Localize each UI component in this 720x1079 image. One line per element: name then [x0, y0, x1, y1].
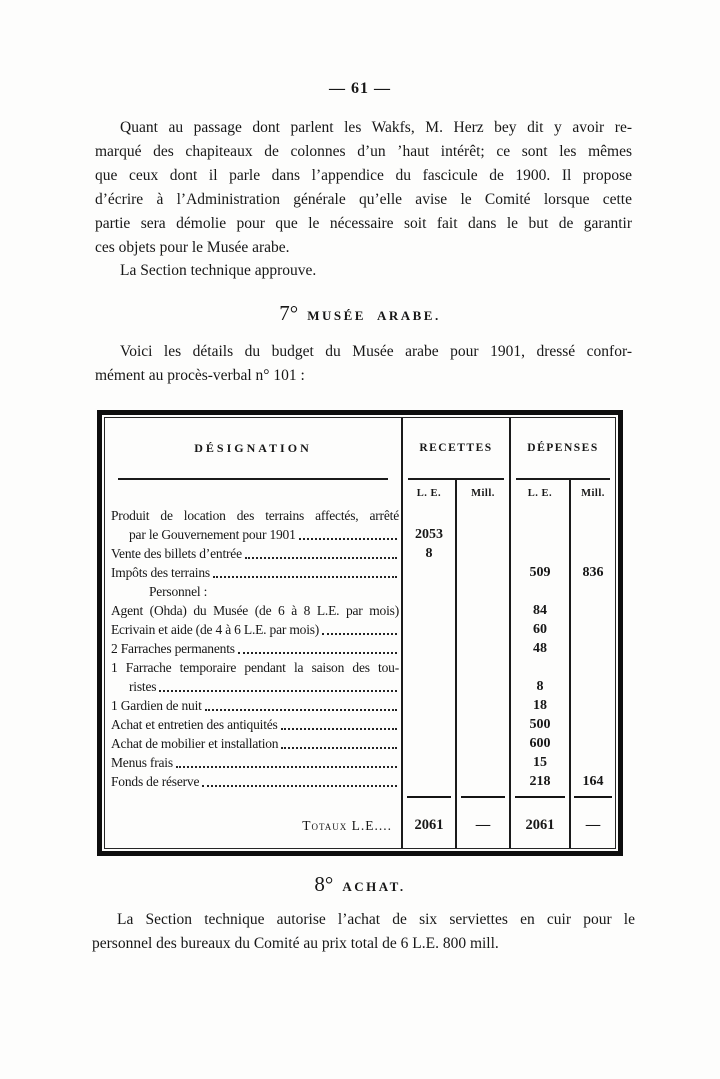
- dot-leader: [281, 728, 397, 730]
- table-row-label: [105, 525, 401, 544]
- depenses-le-cell: [509, 658, 569, 677]
- row-text: Fonds de réserve: [111, 774, 200, 789]
- budget-table-grid: [104, 417, 616, 849]
- depenses-mill-cell: [569, 601, 615, 620]
- table-row-label: [105, 677, 401, 696]
- recettes-mill-cell: [455, 601, 509, 620]
- totals-recettes-mill: —: [455, 803, 509, 848]
- depenses-le-cell: 18: [509, 696, 569, 715]
- section-heading-achat: [0, 872, 720, 897]
- table-row-label: [105, 639, 401, 658]
- dot-leader: [176, 766, 397, 768]
- depenses-mill-cell: [569, 715, 615, 734]
- totals-label: [105, 803, 401, 848]
- recettes-le-cell: 8: [401, 544, 455, 563]
- depenses-le-cell: [509, 582, 569, 601]
- recettes-mill-cell: [455, 639, 509, 658]
- text-line: La Section technique autorise l’achat de six serviettes en cuir pour le: [117, 911, 635, 928]
- text-line: personnel des bureaux du Comité au prix total de 6 L.E. 800 mill.: [92, 935, 499, 952]
- text-line: partie sera démolie pour que le nécessaire soit fait dans le but de garantir: [95, 215, 632, 232]
- depenses-mill-cell: [569, 506, 615, 525]
- section-numeral: 8°: [314, 872, 334, 896]
- recettes-le-cell: [401, 658, 455, 677]
- paragraph-achat: [92, 908, 635, 956]
- recettes-mill-cell: [455, 772, 509, 791]
- table-row-label: [105, 582, 401, 601]
- section-heading-musee-arabe: [0, 301, 720, 326]
- row-text: Vente des billets d’entrée: [111, 546, 242, 561]
- recettes-mill-sumline: [455, 791, 509, 803]
- depenses-mill-cell: 836: [569, 563, 615, 582]
- recettes-le-cell: 2053: [401, 525, 455, 544]
- recettes-mill-cell: [455, 582, 509, 601]
- dot-leader: [159, 690, 397, 692]
- depenses-mill-cell: [569, 658, 615, 677]
- depenses-mill-cell: [569, 620, 615, 639]
- recettes-mill-cell: [455, 563, 509, 582]
- dot-leader: [299, 538, 397, 540]
- recettes-mill-header: Mill.: [455, 480, 509, 506]
- depenses-le-cell: 60: [509, 620, 569, 639]
- depenses-le-cell: [509, 525, 569, 544]
- budget-table: [97, 410, 623, 856]
- recettes-mill-cell: [455, 696, 509, 715]
- recettes-mill-cell: [455, 525, 509, 544]
- recettes-le-cell: [401, 696, 455, 715]
- recettes-mill-cell: [455, 506, 509, 525]
- dot-leader: [322, 633, 397, 635]
- totals-depenses-mill: —: [569, 803, 615, 848]
- subheader-spacer: [105, 480, 401, 506]
- table-row-label: Agent (Ohda) du Musée (de 6 à 8 L.E. par mois): [111, 603, 399, 618]
- depenses-le-header: L. E.: [509, 480, 569, 506]
- depenses-mill-cell: [569, 696, 615, 715]
- table-row-label: Produit de location des terrains affectés, arrêté: [111, 508, 399, 523]
- dot-leader: [238, 652, 397, 654]
- depenses-mill-cell: [569, 753, 615, 772]
- row-text: 2 Farraches permanents: [111, 641, 235, 656]
- recettes-mill-cell: [455, 715, 509, 734]
- depenses-mill-header: Mill.: [569, 480, 615, 506]
- sum-rule-spacer: [105, 791, 401, 803]
- depenses-le-cell: [509, 544, 569, 563]
- table-row-label: [105, 772, 401, 791]
- recettes-le-header: L. E.: [401, 480, 455, 506]
- recettes-le-cell: [401, 506, 455, 525]
- depenses-le-cell: 8: [509, 677, 569, 696]
- depenses-mill-sumline: [569, 791, 615, 803]
- depenses-mill-cell: 164: [569, 772, 615, 791]
- depenses-le-cell: 218: [509, 772, 569, 791]
- table-row-label: [105, 696, 401, 715]
- depenses-header: [509, 418, 615, 480]
- row-text: Achat et entretien des antiquités: [111, 717, 278, 732]
- sum-rule: [574, 796, 612, 798]
- table-row-label: [105, 544, 401, 563]
- depenses-le-cell: 84: [509, 601, 569, 620]
- recettes-header: [401, 418, 509, 480]
- designation-header-label: DÉSIGNATION: [194, 440, 312, 455]
- recettes-le-cell: [401, 734, 455, 753]
- depenses-mill-cell: [569, 734, 615, 753]
- depenses-le-cell: 500: [509, 715, 569, 734]
- table-row-label: [105, 715, 401, 734]
- designation-header: [105, 418, 401, 480]
- approval-line: La Section technique approuve.: [120, 262, 317, 279]
- recettes-le-sumline: [401, 791, 455, 803]
- depenses-le-cell: 600: [509, 734, 569, 753]
- recettes-le-cell: [401, 772, 455, 791]
- dot-leader: [205, 709, 397, 711]
- totals-recettes-le: 2061: [401, 803, 455, 848]
- depenses-mill-cell: [569, 582, 615, 601]
- page-number: — 61 —: [329, 80, 391, 97]
- table-row-label: [105, 753, 401, 772]
- depenses-le-sumline: [509, 791, 569, 803]
- recettes-le-cell: [401, 677, 455, 696]
- recettes-le-cell: [401, 582, 455, 601]
- dot-leader: [202, 785, 397, 787]
- totals-label-text: Totaux L.E....: [302, 818, 392, 833]
- text-line: mément au procès-verbal n° 101 :: [95, 367, 305, 384]
- dot-leader: [245, 557, 397, 559]
- recettes-mill-cell: [455, 620, 509, 639]
- dot-leader: [281, 747, 397, 749]
- paragraph-intro: [95, 340, 632, 388]
- row-text: Impôts des terrains: [111, 565, 210, 580]
- row-text: ristes: [129, 679, 157, 694]
- depenses-header-label: DÉPENSES: [527, 442, 599, 454]
- table-row-label: [105, 734, 401, 753]
- text-line: Quant au passage dont parlent les Wakfs, M. Herz bey dit y avoir re-: [120, 119, 632, 136]
- row-text: Personnel :: [149, 584, 208, 599]
- recettes-le-cell: [401, 601, 455, 620]
- recettes-le-cell: [401, 563, 455, 582]
- row-text: Menus frais: [111, 755, 173, 770]
- section-title: ACHAT.: [342, 879, 406, 894]
- paragraph-wakfs: [95, 116, 632, 260]
- depenses-mill-cell: [569, 544, 615, 563]
- text-line: marqué des chapiteaux de colonnes d’un ’haut intérêt; ce sont les mêmes: [95, 143, 632, 160]
- recettes-mill-cell: [455, 677, 509, 696]
- table-row-label: [105, 563, 401, 582]
- depenses-le-cell: 48: [509, 639, 569, 658]
- depenses-mill-cell: [569, 677, 615, 696]
- sum-rule: [515, 796, 565, 798]
- row-text: 1 Gardien de nuit: [111, 698, 202, 713]
- depenses-le-cell: 509: [509, 563, 569, 582]
- recettes-header-label: RECETTES: [419, 442, 493, 454]
- table-row-label: [105, 620, 401, 639]
- text-line: Voici les détails du budget du Musée arabe pour 1901, dressé confor-: [120, 343, 632, 360]
- recettes-le-cell: [401, 715, 455, 734]
- text-line: que ceux dont il parle dans l’appendice du fascicule de 1900. Il propose: [95, 167, 632, 184]
- row-text: Achat de mobilier et installation: [111, 736, 279, 751]
- dot-leader: [213, 576, 397, 578]
- row-text: par le Gouvernement pour 1901: [129, 527, 296, 542]
- row-text: Ecrivain et aide (de 4 à 6 L.E. par mois): [111, 622, 320, 637]
- totals-depenses-le: 2061: [509, 803, 569, 848]
- recettes-le-cell: [401, 753, 455, 772]
- section-numeral: 7°: [279, 301, 299, 325]
- text-line: ces objets pour le Musée arabe.: [95, 239, 290, 256]
- depenses-mill-cell: [569, 639, 615, 658]
- recettes-mill-cell: [455, 658, 509, 677]
- section-title: MUSÉE ARABE.: [307, 308, 441, 323]
- recettes-le-cell: [401, 639, 455, 658]
- sum-rule: [461, 796, 506, 798]
- text-line: d’écrire à l’Administration générale qu’elle avise le Comité lorsque cette: [95, 191, 632, 208]
- recettes-mill-cell: [455, 734, 509, 753]
- recettes-mill-cell: [455, 544, 509, 563]
- recettes-mill-cell: [455, 753, 509, 772]
- table-row-label: 1 Farrache temporaire pendant la saison des tou-: [111, 660, 399, 675]
- recettes-le-cell: [401, 620, 455, 639]
- sum-rule: [407, 796, 452, 798]
- depenses-le-cell: 15: [509, 753, 569, 772]
- depenses-le-cell: [509, 506, 569, 525]
- depenses-mill-cell: [569, 525, 615, 544]
